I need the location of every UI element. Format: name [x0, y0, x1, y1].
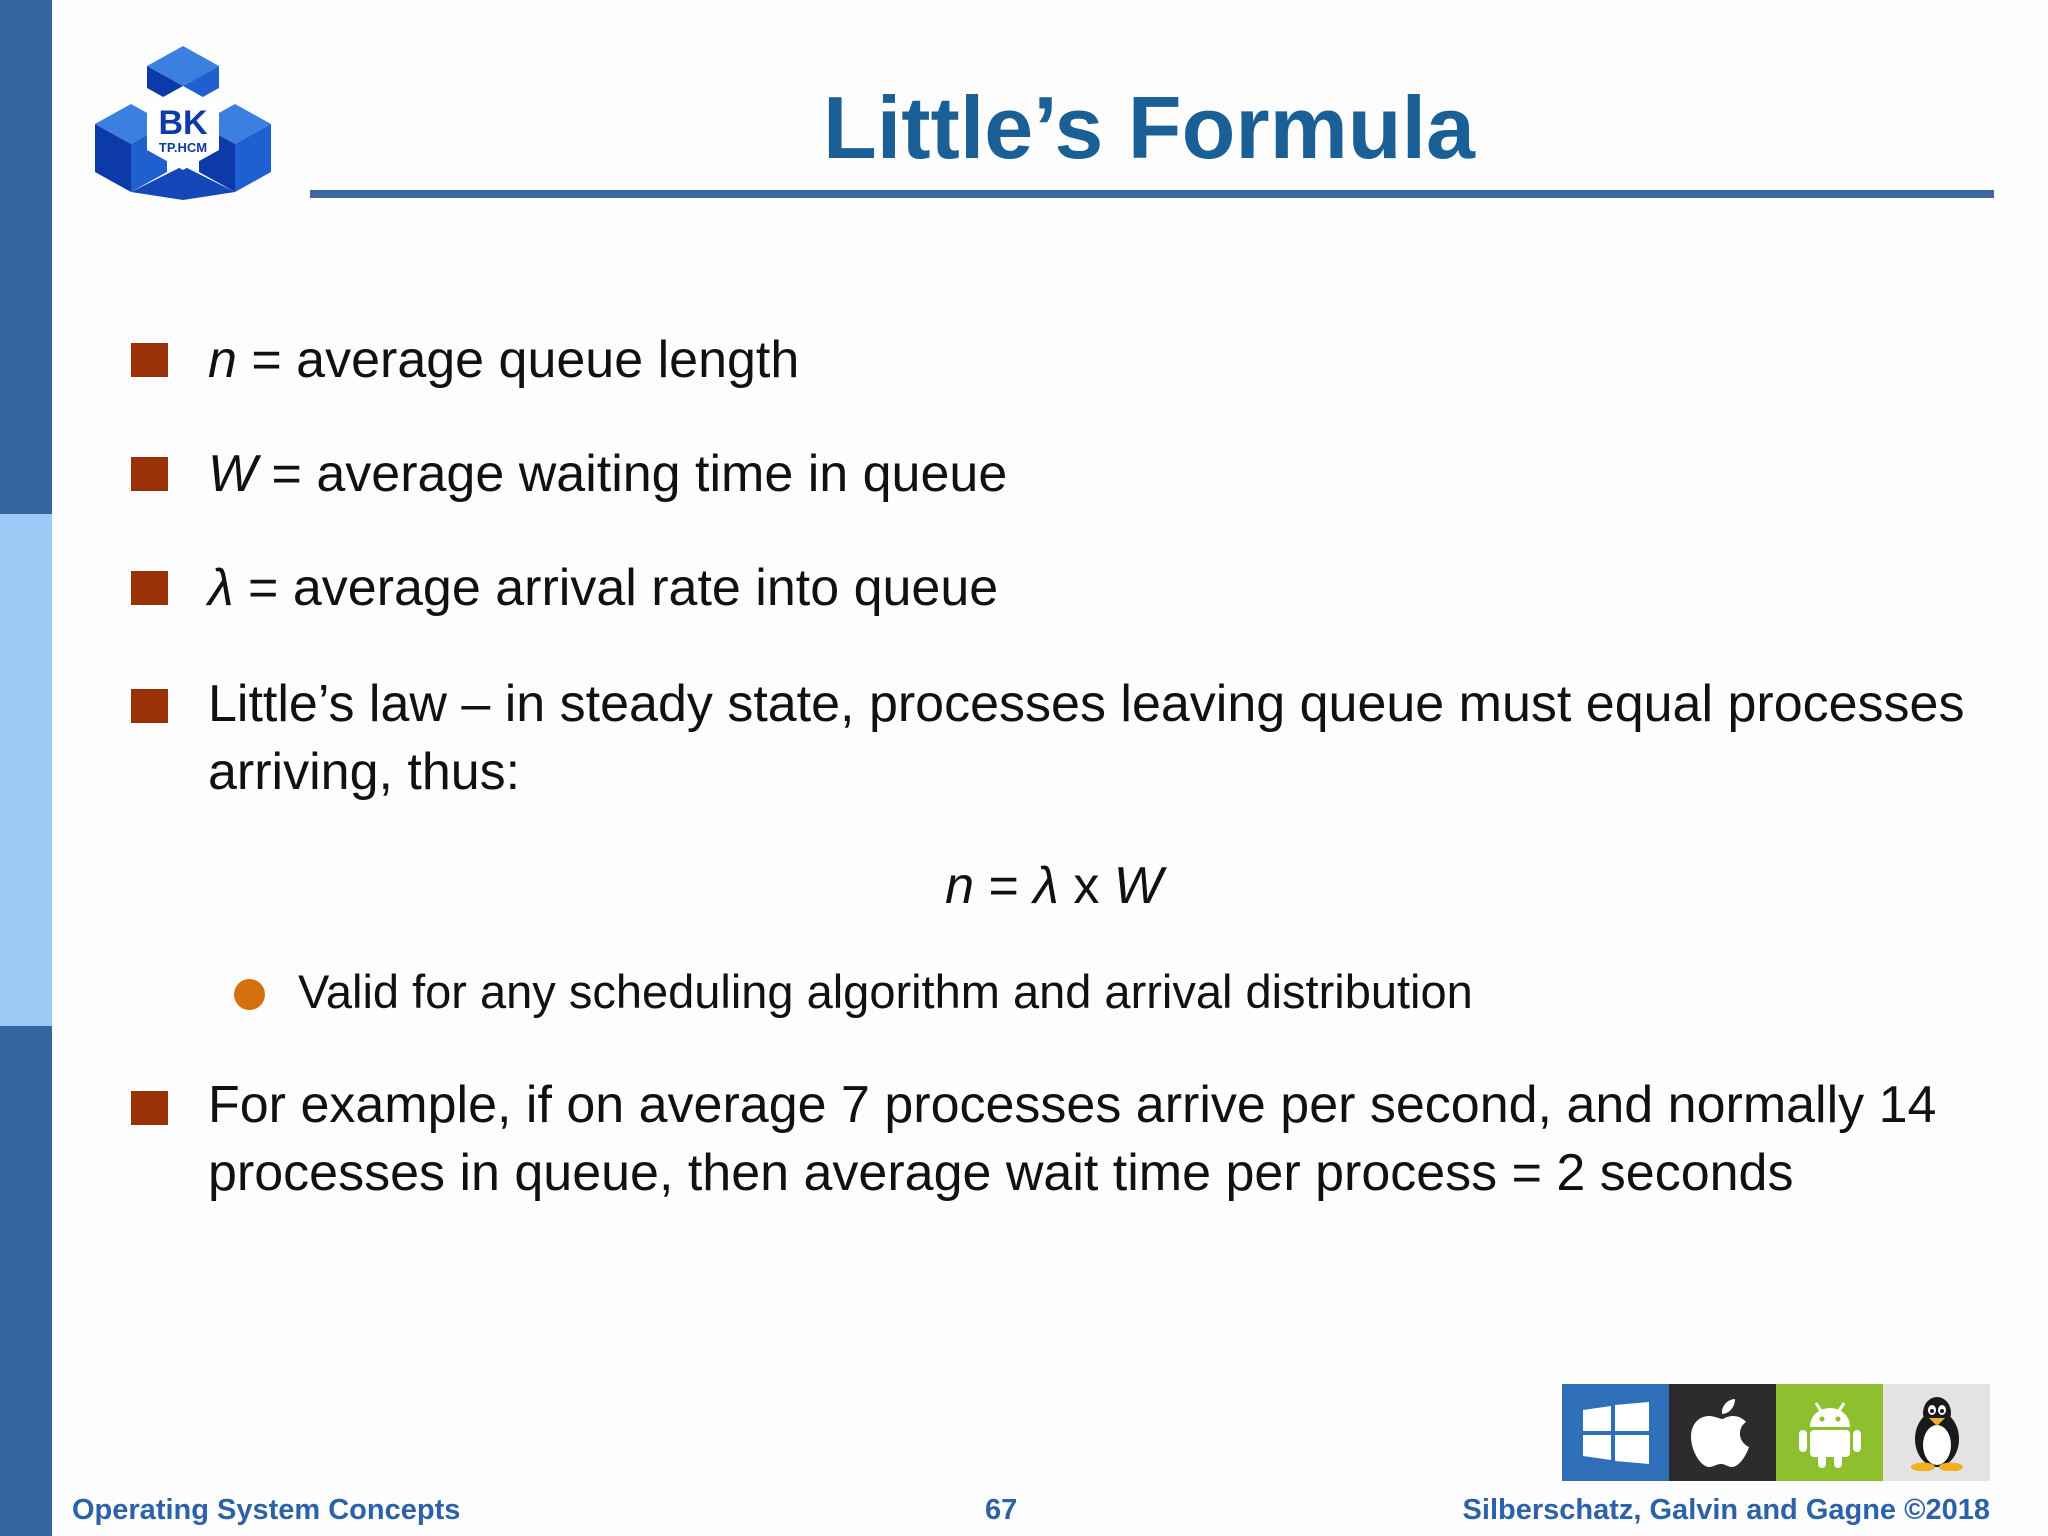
bullet-square [131, 1091, 168, 1125]
formula-equals: = [974, 857, 1034, 915]
bk-university-logo [95, 42, 271, 200]
bullet-n-definition [208, 326, 1968, 394]
bullet-square [131, 571, 168, 605]
bullet-example: For example, if on average 7 processes arrive per second, and normally 14 processes in queue, then average wait time per process = 2 seconds [208, 1076, 1937, 1202]
sidebar-stripe-top [0, 0, 52, 514]
formula-lambda: λ [1033, 857, 1059, 915]
bullet-text: = average arrival rate into queue [233, 559, 999, 617]
title-underline [310, 190, 1994, 198]
logo-text-tphcm: TP.HCM [158, 140, 208, 155]
windows-icon [1562, 1384, 1669, 1481]
variable-n: n [208, 331, 237, 389]
bullet-lambda-definition [208, 554, 1968, 622]
variable-w: W [208, 445, 258, 503]
footer-page-number: 67 [985, 1494, 1018, 1526]
slide-title: Little’s Formula [823, 78, 1475, 177]
os-logos-strip [1562, 1384, 1990, 1481]
footer-authors: Silberschatz, Galvin and Gagne ©2018 [1462, 1494, 1990, 1526]
sub-bullet-text: Valid for any scheduling algorithm and arrival distribution [298, 965, 1473, 1018]
bullet-w-definition [208, 440, 1968, 508]
formula-times: x [1058, 857, 1114, 915]
formula-w: W [1113, 857, 1163, 915]
bullet-square [131, 343, 168, 377]
footer-course-title: Operating System Concepts [72, 1494, 461, 1526]
bullet-square [131, 689, 168, 723]
android-icon [1776, 1384, 1883, 1481]
bullet-square [131, 457, 168, 491]
apple-icon [1669, 1384, 1776, 1481]
bullet-littles-law: Little’s law – in steady state, processes leaving queue must equal processes arriving, thus: [208, 675, 1965, 801]
bullet-text: = average queue length [236, 331, 800, 389]
logo-text-bk: BK [158, 104, 208, 142]
sub-bullet-dot [234, 979, 265, 1010]
formula-n: n [945, 857, 975, 915]
variable-lambda: λ [208, 559, 234, 617]
sidebar-stripe-middle [0, 514, 52, 1026]
sidebar-stripe-bottom [0, 1026, 52, 1536]
linux-tux-icon [1883, 1384, 1990, 1481]
littles-formula [0, 852, 2048, 920]
bullet-text: = average waiting time in queue [257, 445, 1008, 503]
